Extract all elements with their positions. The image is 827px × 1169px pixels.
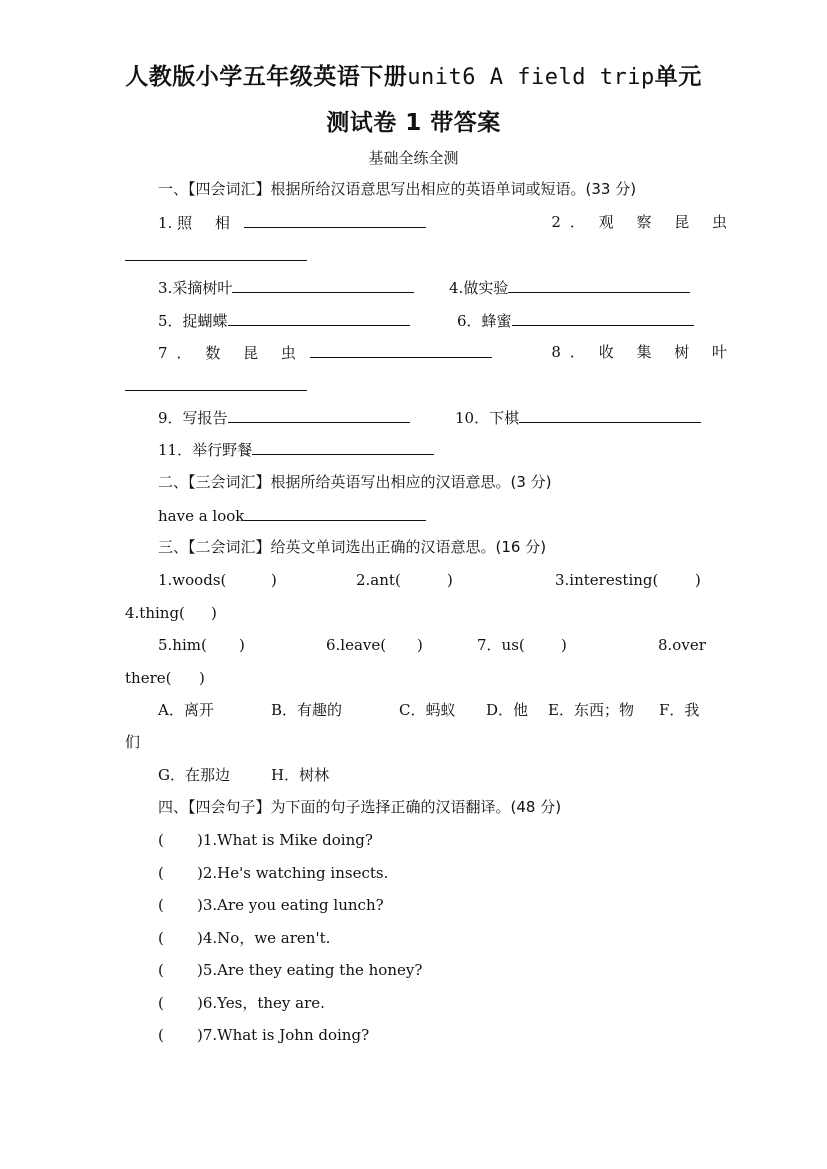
section2-heading: 二、【三会词汇】根据所给英语写出相应的汉语意思。(3 分) (158, 473, 552, 491)
vocab-item-3: 3.采摘树叶 (158, 277, 414, 298)
section3-row1-wrap (125, 603, 703, 623)
word-close-8: ) (199, 669, 205, 687)
title-unit: unit6 A field trip (407, 65, 655, 90)
word-close-7: ) (561, 636, 567, 654)
word-item-5: 5.him( (158, 636, 207, 654)
vocab-item-7: 7． 数 昆 虫 (158, 342, 492, 363)
word-item-4: 4.thing( (125, 604, 185, 622)
answer-blank[interactable] (244, 212, 426, 228)
answer-blank[interactable] (310, 342, 492, 358)
document-title-line2: 测试卷 1 带答案 (326, 110, 501, 136)
sentence-6: )6.Yes，they are. (197, 994, 325, 1012)
option-c: C．蚂蚁 (399, 701, 456, 719)
word-close-1: ) (271, 571, 277, 589)
title-suffix: 单元 (654, 64, 702, 90)
answer-blank[interactable] (508, 277, 690, 293)
sentence-5: )5.Are they eating the honey? (197, 961, 423, 979)
option-f-cont: 们 (125, 733, 141, 751)
vocab-item-1: 1. 照 相 (158, 212, 426, 233)
word-item-8-cont: there( (125, 669, 172, 687)
vocab-item-2: 2． 观 察 昆 虫 (551, 213, 736, 231)
section1-row4-wrap (125, 375, 703, 396)
section3-row2-wrap (125, 668, 703, 688)
section1-row6 (125, 439, 736, 460)
vocab-item-9: 9．写报告 (158, 407, 410, 428)
option-d: D．他 (486, 701, 529, 719)
answer-blank[interactable] (519, 407, 701, 423)
section2-item: have a look (125, 505, 736, 526)
vocab-item-6: 6．蜂蜜 (457, 310, 694, 331)
option-g: G．在那边 (158, 766, 230, 784)
vocab-item-8: 8． 收 集 树 叶 (551, 343, 736, 361)
option-b: B．有趣的 (271, 701, 343, 719)
document-subtitle: 基础全练全测 (368, 149, 459, 167)
word-item-3: 3.interesting( (555, 571, 659, 589)
word-item-8: 8.over (658, 636, 706, 654)
section1-row1 (125, 212, 736, 233)
answer-blank[interactable] (125, 245, 307, 261)
section1-row1-wrap (125, 245, 703, 266)
answer-blank[interactable] (512, 310, 694, 326)
word-close-6: ) (417, 636, 423, 654)
word-close-3: ) (695, 571, 701, 589)
sentence-7: )7.What is John doing? (197, 1026, 370, 1044)
answer-blank[interactable] (228, 407, 410, 423)
document-title-line1 (0, 58, 827, 91)
option-h: H．树林 (271, 766, 330, 784)
word-item-6: 6.leave( (326, 636, 387, 654)
word-close-2: ) (447, 571, 453, 589)
answer-blank[interactable] (244, 505, 426, 521)
section3-options-wrap (125, 732, 703, 752)
sentence-3: )3.Are you eating lunch? (197, 896, 384, 914)
option-a: A．离开 (158, 701, 214, 719)
title-prefix: 人教版小学五年级英语下册 (125, 64, 408, 90)
sentence-4: )4.No，we aren't. (197, 929, 331, 947)
word-close-4: ) (211, 604, 217, 622)
answer-blank[interactable] (228, 310, 410, 326)
section4-heading: 四、【四会句子】为下面的句子选择正确的汉语翻译。(48 分) (158, 798, 562, 816)
word-item-7: 7．us( (477, 636, 525, 654)
answer-blank[interactable] (125, 375, 307, 391)
sentence-2: )2.He's watching insects. (197, 864, 389, 882)
word-item-1: 1.woods( (158, 571, 227, 589)
option-f: F．我 (659, 701, 700, 719)
vocab-item-10: 10．下棋 (455, 407, 701, 428)
word-close-5: ) (239, 636, 245, 654)
option-e: E．东西；物 (548, 701, 634, 719)
section1-heading: 一、【四会词汇】根据所给汉语意思写出相应的英语单词或短语。(33 分) (158, 180, 637, 198)
document-page: 人教版小学五年级英语下册unit6 A field trip单元 测试卷 1 带答案 基础全练全测 一、【四会词汇】根据所给汉语意思写出相应的英语单词或短语。(33 分) 1. 照 相 2． 观 察 昆 虫 3.采摘树叶 4.做实验 5．捉蝴蝶 6．蜂蜜 7． 数 昆 虫 8． 收 集 树 叶 9．写报告 10．下棋 11．举行野餐 二、【三会词汇】根据所给英语写出相应的汉语意思。(3 分) have a look 三、【二会词汇】给英文单词选出正确的汉语意思。(16 分) 1.woods( ) 2.ant( ) 3.interesting( ) 4.thing( ) 5.him( ) 6.leave( ) 7．us( ) 8.over there( ) A．离开 B．有趣的 C．蚂蚁 D．他 E．东西；物 F．我 们 G．在那边 H．树林 四、【四会句子】为下面的句子选择正确的汉语翻译。(48 分) ( )1.What is Mike doing? ( )2.He's watching insects. ( )3.Are you eating lunch? ( )4.No，we aren't. ( )5.Are they eating the honey? ( )6.Yes，they are. ( )7.What is John doing? (0, 0, 827, 1169)
word-item-2: 2.ant( (356, 571, 401, 589)
answer-blank[interactable] (232, 277, 414, 293)
section3-heading: 三、【二会词汇】给英文单词选出正确的汉语意思。(16 分) (158, 538, 547, 556)
answer-blank[interactable] (252, 439, 434, 455)
vocab-item-11: 11．举行野餐 (158, 441, 434, 459)
section1-row4 (125, 342, 736, 363)
vocab-item-5: 5．捉蝴蝶 (158, 310, 410, 331)
vocab-item-4: 4.做实验 (449, 277, 690, 298)
sentence-1: )1.What is Mike doing? (197, 831, 373, 849)
